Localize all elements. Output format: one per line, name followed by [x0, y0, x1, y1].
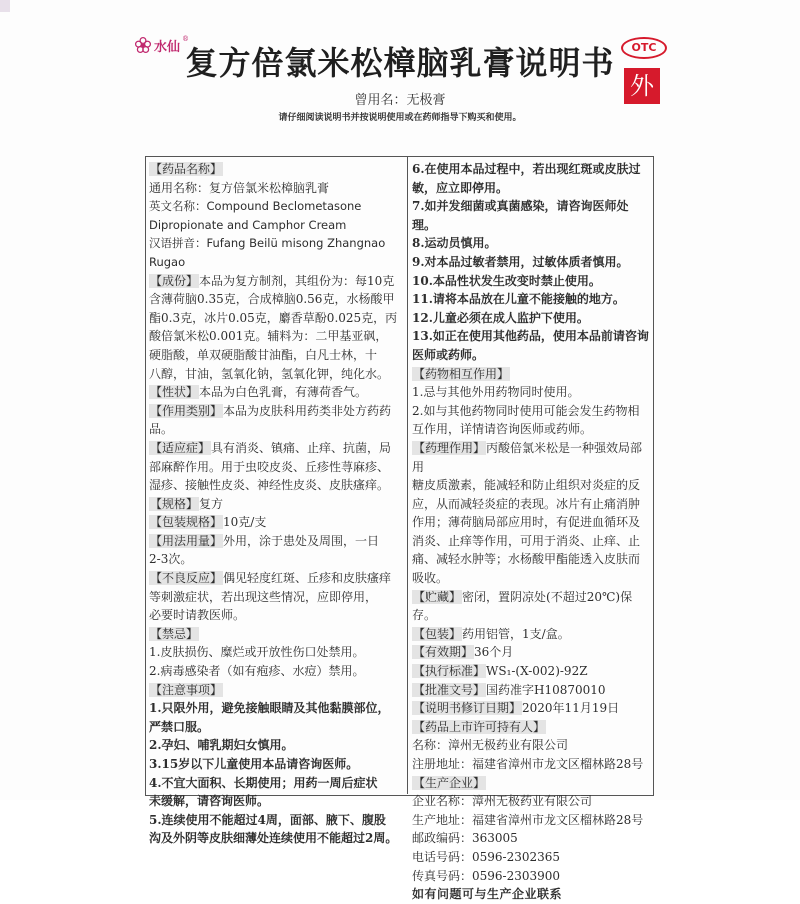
text-line: 3.15岁以下儿童使用本品请咨询医师。	[149, 757, 359, 771]
section-heading: 【药物相互作用】	[413, 366, 510, 381]
section-pharmacology	[412, 439, 650, 476]
external-use-badge: 外	[624, 68, 660, 104]
text-line: 敏，应立即停用。	[412, 180, 509, 195]
text-line: 硬脂酸，单双硬脂酸甘油酯，白凡士林，十	[149, 347, 378, 362]
text-line: 邮政编码：363005	[412, 831, 518, 846]
text-line: 医师或药师。	[412, 347, 485, 362]
section-specification	[149, 495, 404, 514]
text-line: 13.如正在使用其他药品，使用本品前请咨询	[412, 329, 649, 344]
usage-notice: 请仔细阅读说明书并按说明使用或在药师指导下购买和使用。	[278, 113, 522, 123]
text-line: 6.在使用本品过程中，若出现红斑或皮肤过	[412, 162, 641, 176]
text-line: 八醇，甘油，氢氧化钠，氢氧化钾，纯化水。	[149, 366, 390, 381]
section-dosage	[149, 532, 404, 551]
text-line: 药用铝管，1支/盒。	[462, 626, 570, 641]
section-heading: 【药理作用】	[413, 440, 486, 455]
section-heading: 【有效期】	[413, 645, 474, 660]
text-line: 严禁口服。	[149, 719, 210, 734]
text-line: 电话号码：0596-2302365	[412, 849, 561, 864]
text-line: 9.对本品过敏者禁用，过敏体质者慎用。	[412, 254, 629, 269]
section-adverse-reactions	[149, 569, 404, 588]
text-line: 糖皮质激素，能减轻和防止组织对炎症的反	[412, 478, 641, 493]
section-heading: 【作用类别】	[150, 403, 223, 418]
section-category	[149, 402, 404, 439]
text-line: 外用，涂于患处及周围，一日	[223, 533, 380, 548]
section-indications	[149, 439, 404, 458]
section-validity	[412, 643, 650, 662]
section-heading: 【药品名称】	[150, 162, 223, 176]
section-package-spec	[149, 513, 404, 532]
text-line: 偶见轻度红斑、丘疹和皮肤瘙痒	[223, 571, 392, 586]
section-heading: 【成份】	[150, 273, 199, 288]
text-line: Rugao	[149, 254, 186, 269]
text-line: 汉语拼音：Fufang Beilü misong Zhangnao	[149, 236, 386, 251]
section-contraindications	[149, 625, 404, 644]
section-heading: 【性状】	[150, 385, 199, 400]
text-line: 酯0.3克，冰片0.05克，麝香草酚0.025克，丙	[149, 310, 398, 325]
text-line: 5.连续使用不能超过4周，面部、腋下、腹股	[149, 812, 386, 827]
section-manufacturer	[412, 774, 650, 793]
text-line: 11.请将本品放在儿童不能接触的地方。	[412, 292, 625, 307]
text-line: Dipropionate and Camphor Cream	[149, 217, 347, 232]
text-line: 具有消炎、镇痛、止痒、抗菌，局	[211, 440, 392, 455]
document-title: 复方倍氯米松樟脑乳膏说明书	[185, 44, 615, 82]
section-characteristics	[149, 383, 404, 402]
text-line: 国药准字H10870010	[486, 682, 606, 697]
column-divider	[407, 156, 408, 794]
text-line: 2.如与其他药物同时使用可能会发生药物相	[412, 403, 640, 418]
text-line: 4.不宜大面积、长期使用；用药一周后症状	[149, 775, 378, 790]
text-line: 2.病毒感染者（如有疱疹、水痘）禁用。	[149, 664, 365, 679]
text-line: 作用；薄荷脑局部应用时，有促进血循环及	[412, 515, 641, 530]
section-heading: 【生产企业】	[413, 775, 486, 790]
text-line: 1.皮肤损伤、糜烂或开放性伤口处禁用。	[149, 645, 365, 660]
text-line: 未缓解，请咨询医师。	[149, 794, 270, 809]
text-line: 36个月	[474, 645, 514, 660]
otc-badge: OTC	[621, 37, 667, 59]
section-heading: 【说明书修订日期】	[413, 701, 522, 716]
text-line: 12.儿童必须在成人监护下使用。	[412, 310, 589, 325]
section-composition	[149, 272, 404, 291]
text-line: 本品为皮肤科用药类非处方药药品。	[149, 403, 392, 437]
section-storage	[412, 588, 650, 625]
text-line: 必要时请教医师。	[149, 608, 246, 623]
section-heading: 【批准文号】	[413, 682, 486, 697]
section-heading: 【包装】	[413, 626, 462, 641]
brand-name: 水仙	[154, 39, 181, 55]
page-corner	[0, 0, 10, 12]
registered-mark: ®	[182, 35, 190, 43]
text-line: 传真号码：0596-2303900	[412, 868, 561, 883]
section-revision-date	[412, 699, 650, 718]
text-line: 湿疹、接触性皮炎、神经性皮炎、皮肤瘙痒。	[149, 478, 390, 493]
section-heading: 【用法用量】	[150, 533, 223, 548]
text-line: 2.孕妇、哺乳期妇女慎用。	[149, 738, 294, 753]
text-line: 注册地址：福建省漳州市龙文区榴林路28号	[412, 757, 644, 771]
section-heading: 【规格】	[150, 496, 199, 511]
section-heading: 【禁忌】	[150, 626, 199, 641]
text-line: 酸倍氯米松0.001克。辅料为：二甲基亚砜，	[149, 329, 388, 344]
text-line: 本品为复方制剂，其组份为：每10克	[199, 273, 395, 288]
section-heading: 【不良反应】	[150, 571, 223, 586]
section-holder	[412, 718, 650, 737]
text-line: 沟及外阴等皮肤细薄处连续使用不能超过2周。	[149, 831, 398, 846]
text-line: 10.本品性状发生改变时禁止使用。	[412, 273, 601, 288]
text-line: 英文名称：Compound Beclometasone	[149, 199, 362, 214]
text-line: 企业名称：漳州无极药业有限公司	[412, 794, 593, 809]
former-name: 曾用名：无极膏	[354, 93, 446, 108]
text-line: 本品为白色乳膏，有薄荷香气。	[199, 385, 368, 400]
text-line: 部麻醉作用。用于虫咬皮炎、丘疹性荨麻疹、	[149, 459, 390, 474]
text-line: 痛、减轻水肿等；水杨酸甲酯能透入皮肤而	[412, 552, 641, 567]
section-heading: 【药品上市许可持有人】	[413, 719, 546, 734]
text-line: 复方	[199, 496, 224, 511]
text-line: 生产地址：福建省漳州市龙文区榴林路28号	[412, 812, 644, 827]
text-line: 应，从而减轻炎症的表现。冰片有止痛消肿	[412, 496, 641, 511]
section-approval	[412, 681, 650, 700]
section-heading: 【包装规格】	[150, 515, 223, 530]
section-standard	[412, 662, 650, 681]
section-drug-name	[149, 160, 404, 179]
text-line: 等刺激症状，若出现这些情况，应即停用，	[149, 589, 378, 604]
text-line: 8.运动员慎用。	[412, 236, 497, 251]
text-line: 1.只限外用，避免接触眼睛及其他黏膜部位，	[149, 701, 390, 716]
section-interactions	[412, 365, 650, 384]
text-line: 通用名称：复方倍氯米松樟脑乳膏	[149, 180, 330, 195]
text-line: 10克/支	[223, 515, 267, 530]
right-column	[412, 160, 650, 904]
text-line: WS₁-(X-002)-92Z	[486, 664, 588, 679]
text-line: 密闭，置阴凉处(不超过20℃)保存。	[412, 589, 633, 623]
section-heading: 【贮藏】	[413, 589, 462, 604]
text-line: 7.如并发细菌或真菌感染，请咨询医师处理。	[412, 199, 629, 232]
text-line: 吸收。	[412, 571, 449, 586]
text-line: 含薄荷脑0.35克，合成樟脑0.56克，水杨酸甲	[149, 292, 395, 307]
text-line: 名称：漳州无极药业有限公司	[412, 738, 569, 753]
section-package	[412, 625, 650, 644]
section-heading: 【适应症】	[150, 440, 211, 455]
section-heading: 【执行标准】	[413, 664, 486, 679]
text-line: 互作用，详情请咨询医师或药师。	[412, 422, 593, 437]
text-line: 2-3次。	[149, 552, 193, 567]
text-line: 消炎、止痒等作用，可用于消炎、止痒、止	[412, 533, 641, 548]
text-line: 1.忌与其他外用药物同时使用。	[412, 385, 580, 400]
section-heading: 【注意事项】	[150, 682, 223, 697]
left-column	[149, 160, 404, 848]
contact-note: 如有问题可与生产企业联系	[412, 887, 563, 902]
section-precautions	[149, 681, 404, 700]
text-line: 2020年11月19日	[522, 701, 620, 716]
text-line: 丙酸倍氯米松是一种强效局部用	[412, 440, 643, 474]
